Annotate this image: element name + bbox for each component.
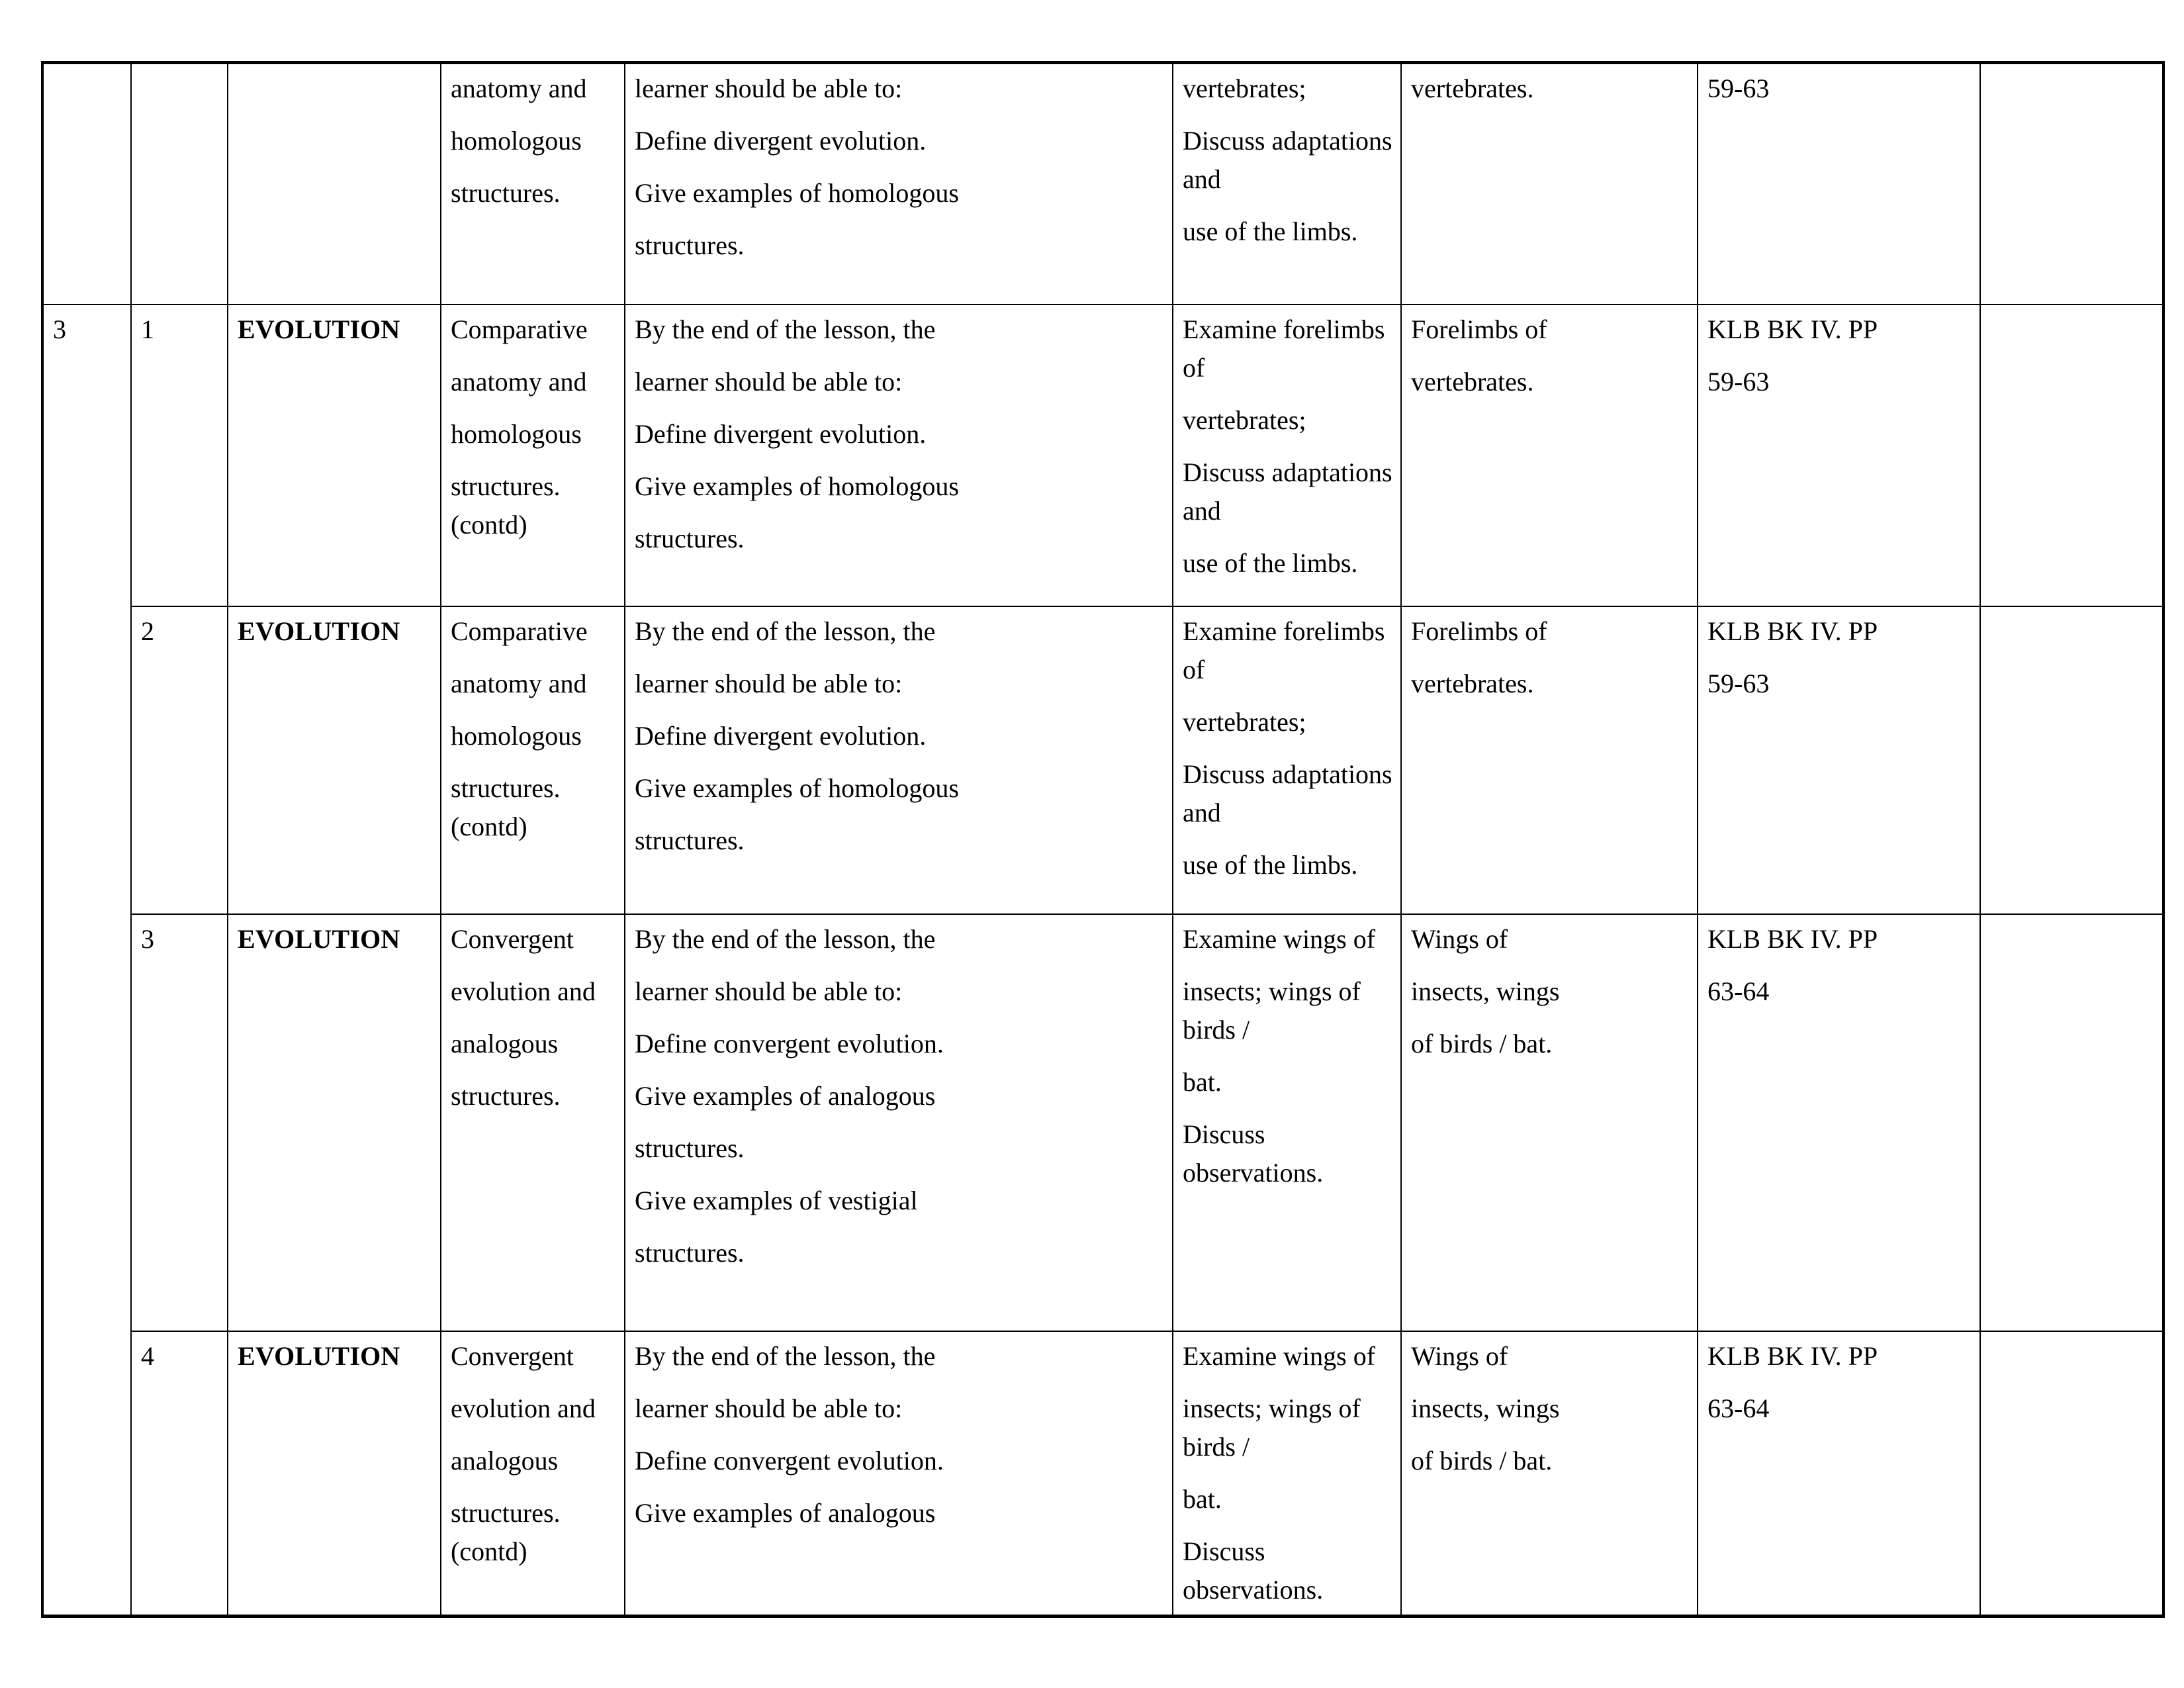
text-line: KLB BK IV. PP [1707, 923, 1878, 954]
text-line: Discuss adaptations and [1183, 126, 1392, 194]
cell-activities [1173, 63, 1401, 305]
text-line: Give examples of homologous [635, 178, 959, 208]
cell-remarks [1980, 63, 2163, 305]
text-line: vertebrates; [1183, 706, 1306, 737]
cell-objectives [625, 914, 1173, 1331]
text-line: vertebrates; [1183, 73, 1306, 103]
text-line: 59-63 [1707, 668, 1770, 698]
cell-lesson: 4 [131, 1331, 228, 1617]
text-line: evolution and [451, 1393, 596, 1423]
text-line: insects; wings of birds / [1183, 1393, 1361, 1462]
text-line: structures. [451, 178, 561, 208]
cell-subtopic [441, 63, 625, 305]
table-row [42, 63, 2163, 305]
cell-lesson: 2 [131, 606, 228, 914]
text-line: Give examples of homologous [635, 471, 959, 501]
text-line: vertebrates. [1411, 73, 1534, 103]
cell-resources [1401, 914, 1698, 1331]
cell-activities [1173, 914, 1401, 1331]
text-line: Comparative [451, 616, 588, 646]
cell-topic [228, 1331, 441, 1617]
text-line: KLB BK IV. PP [1707, 616, 1878, 646]
text-line: Examine forelimbs of [1183, 616, 1385, 684]
table-row [42, 1331, 2163, 1617]
text-line: insects, wings [1411, 1393, 1560, 1423]
cell-resources [1401, 305, 1698, 606]
topic-label: EVOLUTION [238, 923, 400, 954]
text-line: 59-63 [1707, 73, 1770, 103]
text-line: use of the limbs. [1183, 216, 1358, 246]
text-line: structures. (contd) [451, 471, 561, 539]
text-line: structures. [635, 1237, 745, 1268]
cell-remarks [1980, 1331, 2163, 1617]
text-line: anatomy and [451, 366, 587, 397]
text-line: 63-64 [1707, 1393, 1770, 1423]
text-line: Define divergent evolution. [635, 126, 927, 156]
cell-resources [1401, 63, 1698, 305]
text-line: Examine forelimbs of [1183, 314, 1385, 383]
scheme-of-work-table [41, 61, 2165, 1618]
text-line: learner should be able to: [635, 366, 903, 397]
text-line: Define divergent evolution. [635, 720, 927, 751]
text-line: Define convergent evolution. [635, 1445, 944, 1476]
text-line: Give examples of vestigial [635, 1185, 918, 1215]
text-line: Comparative [451, 314, 588, 344]
text-line: Discuss adaptations and [1183, 759, 1392, 827]
cell-objectives [625, 1331, 1173, 1617]
text-line: Examine wings of [1183, 1340, 1376, 1371]
topic-label: EVOLUTION [238, 314, 400, 344]
text-line: vertebrates. [1411, 668, 1534, 698]
cell-activities [1173, 1331, 1401, 1617]
text-line: KLB BK IV. PP [1707, 314, 1878, 344]
cell-objectives [625, 63, 1173, 305]
text-line: By the end of the lesson, the [635, 616, 936, 646]
cell-objectives [625, 305, 1173, 606]
text-line: analogous [451, 1028, 559, 1058]
cell-references [1698, 914, 1980, 1331]
text-line: Discuss observations. [1183, 1536, 1324, 1605]
text-line: structures.(contd) [451, 1497, 561, 1566]
text-line: vertebrates; [1183, 404, 1306, 435]
text-line: Convergent [451, 923, 574, 954]
table-row [42, 914, 2163, 1331]
text-line: Discuss adaptations and [1183, 457, 1392, 526]
text-line: By the end of the lesson, the [635, 923, 936, 954]
text-line: insects; wings of birds / [1183, 976, 1361, 1045]
text-line: By the end of the lesson, the [635, 314, 936, 344]
cell-topic [228, 914, 441, 1331]
cell-lesson: 3 [131, 914, 228, 1331]
cell-resources [1401, 606, 1698, 914]
text-line: Forelimbs of [1411, 314, 1547, 344]
text-line: vertebrates. [1411, 366, 1534, 397]
text-line: KLB BK IV. PP [1707, 1340, 1878, 1371]
text-line: Forelimbs of [1411, 616, 1547, 646]
text-line: By the end of the lesson, the [635, 1340, 936, 1371]
cell-topic [228, 63, 441, 305]
text-line: Give examples of analogous [635, 1497, 936, 1528]
table-row [42, 305, 2163, 606]
text-line: of birds / bat. [1411, 1445, 1553, 1476]
text-line: Discuss observations. [1183, 1119, 1324, 1188]
cell-subtopic [441, 606, 625, 914]
cell-references [1698, 606, 1980, 914]
text-line: structures. [635, 825, 745, 855]
cell-remarks [1980, 606, 2163, 914]
cell-objectives [625, 606, 1173, 914]
cell-week: 3 [42, 305, 131, 1617]
cell-subtopic [441, 305, 625, 606]
cell-topic [228, 305, 441, 606]
text-line: learner should be able to: [635, 976, 903, 1006]
topic-label: EVOLUTION [238, 1340, 400, 1371]
text-line: homologous [451, 720, 582, 751]
cell-week [42, 63, 131, 305]
table-row [42, 606, 2163, 914]
text-line: Wings of [1411, 923, 1508, 954]
text-line: Give examples of analogous [635, 1080, 936, 1111]
text-line: structures. (contd) [451, 773, 561, 841]
text-line: Define divergent evolution. [635, 418, 927, 449]
text-line: insects, wings [1411, 976, 1560, 1006]
cell-references [1698, 305, 1980, 606]
cell-subtopic [441, 1331, 625, 1617]
text-line: use of the limbs. [1183, 547, 1358, 578]
text-line: structures. [451, 1080, 561, 1111]
text-line: analogous [451, 1445, 559, 1476]
text-line: anatomy and [451, 668, 587, 698]
text-line: 63-64 [1707, 976, 1770, 1006]
cell-topic [228, 606, 441, 914]
text-line: of birds / bat. [1411, 1028, 1553, 1058]
text-line: 59-63 [1707, 366, 1770, 397]
text-line: learner should be able to: [635, 1393, 903, 1423]
text-line: Convergent [451, 1340, 574, 1371]
cell-remarks [1980, 914, 2163, 1331]
text-line: Wings of [1411, 1340, 1508, 1371]
text-line: Define convergent evolution. [635, 1028, 944, 1058]
text-line: use of the limbs. [1183, 849, 1358, 880]
text-line: bat. [1183, 1066, 1222, 1097]
cell-lesson [131, 63, 228, 305]
cell-lesson: 1 [131, 305, 228, 606]
cell-activities [1173, 606, 1401, 914]
text-line: structures. [635, 230, 745, 260]
cell-references [1698, 1331, 1980, 1617]
cell-subtopic [441, 914, 625, 1331]
text-line: learner should be able to: [635, 668, 903, 698]
table-body [42, 63, 2163, 1617]
cell-remarks [1980, 305, 2163, 606]
text-line: Give examples of homologous [635, 773, 959, 803]
text-line: bat. [1183, 1483, 1222, 1514]
cell-references [1698, 63, 1980, 305]
text-line: homologous [451, 126, 582, 156]
text-line: structures. [635, 1133, 745, 1163]
topic-label: EVOLUTION [238, 616, 400, 646]
text-line: Examine wings of [1183, 923, 1376, 954]
text-line: homologous [451, 418, 582, 449]
text-line: evolution and [451, 976, 596, 1006]
text-line: structures. [635, 523, 745, 553]
cell-resources [1401, 1331, 1698, 1617]
cell-activities [1173, 305, 1401, 606]
text-line: anatomy and [451, 73, 587, 103]
text-line: learner should be able to: [635, 73, 903, 103]
